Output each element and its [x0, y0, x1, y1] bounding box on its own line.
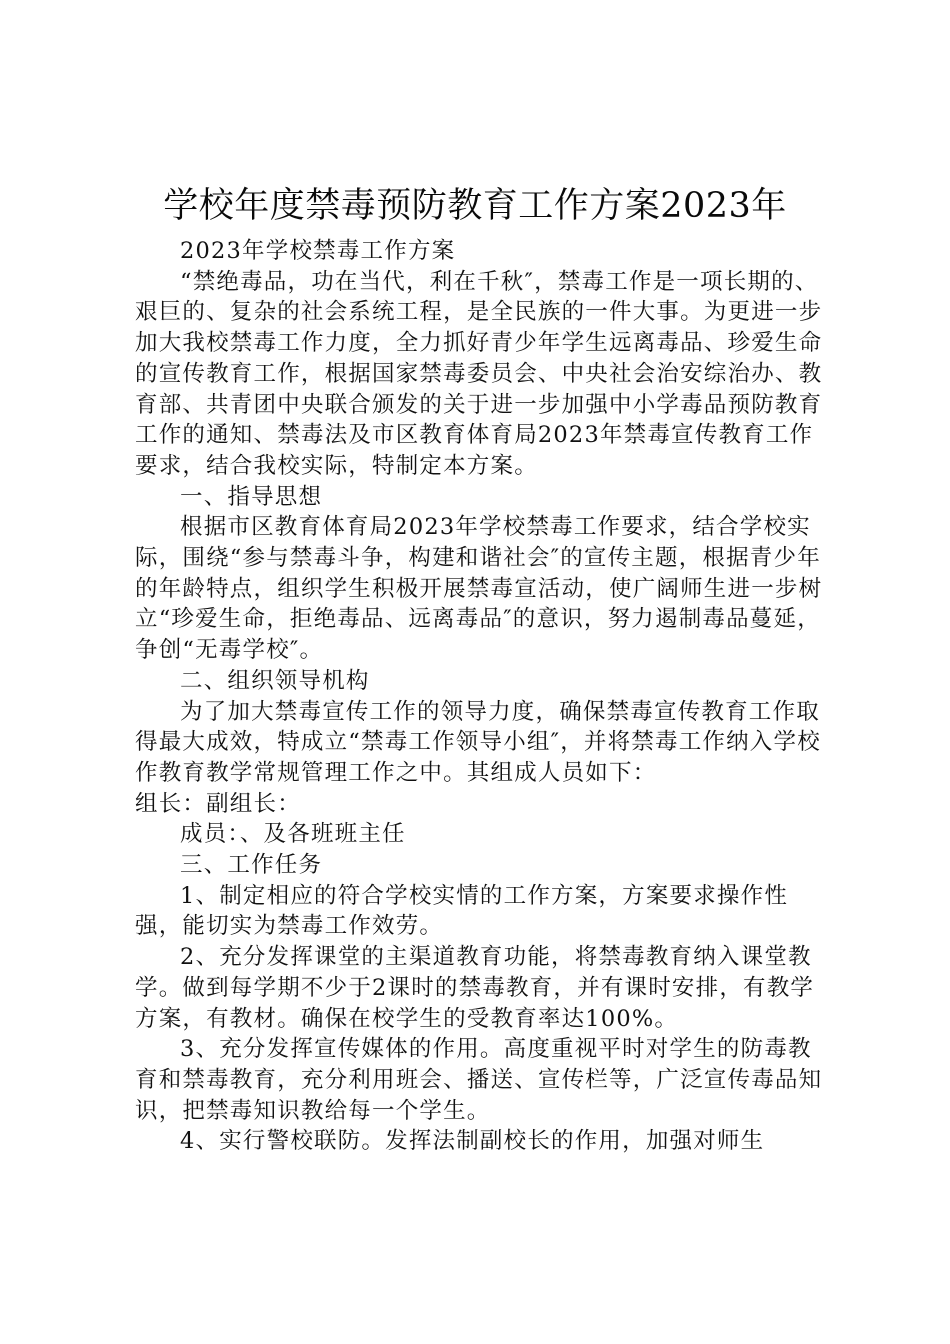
task-item-4: 4、实行警校联防。发挥法制副校长的作用，加强对师生 — [180, 1128, 765, 1155]
section-heading-tasks: 三、工作任务 — [180, 852, 323, 879]
section-heading-guiding-ideology: 一、指导思想 — [180, 483, 323, 510]
members-line: 成员：、及各班班主任 — [180, 821, 406, 848]
task-item-2: 2、充分发挥课堂的主渠道教育功能，将禁毒教育纳入课堂教学。做到每学期不少于2课时的禁毒教育，并有课时安排，有教学方案，有教材。确保在校学生的受教育率达100%。 — [135, 944, 815, 1032]
subtitle-paragraph: 2023年学校禁毒工作方案 — [180, 238, 456, 264]
organization-paragraph: 为了加大禁毒宣传工作的领导力度，确保禁毒宣传教育工作取得最大成效，特成立“禁毒工作领导小组″，并将禁毒工作纳入学校作教育教学常规管理工作之中。其组成人员如下： — [135, 698, 821, 786]
intro-paragraph: “禁绝毒品，功在当代，利在千秋″，禁毒工作是一项长期的、艰巨的、复杂的社会系统工程，是全民族的一件大事。为更进一步加大我校禁毒工作力度，全力抓好青少年学生远离毒品、珍爱生命的宣传教育工作，根据国家禁毒委员会、中央社会治安综治办、教育部、共青团中央联合颁发的关于进一步加强中小学毒品预防教育工作的通知、禁毒法及市区教育体育局2023年禁毒宣传教育工作要求，结合我校实际，特制定本方案。 — [135, 268, 823, 479]
leader-line: 组长：副组长： — [135, 790, 301, 817]
document-body — [135, 236, 835, 1157]
task-item-3: 3、充分发挥宣传媒体的作用。高度重视平时对学生的防毒教育和禁毒教育，充分利用班会、播送、宣传栏等，广泛宣传毒品知识，把禁毒知识教给每一个学生。 — [135, 1036, 823, 1124]
section-heading-organization: 二、组织领导机构 — [180, 667, 370, 694]
task-item-1: 1、制定相应的符合学校实情的工作方案，方案要求操作性强，能切实为禁毒工作效劳。 — [135, 882, 789, 940]
guiding-ideology-paragraph: 根据市区教育体育局2023年学校禁毒工作要求，结合学校实际，围绕“参与禁毒斗争，构建和谐社会″的宣传主题，根据青少年的年龄特点，组织学生积极开展禁毒宣活动，使广阔师生进一步树立“珍爱生命，拒绝毒品、远离毒品″的意识，努力遏制毒品蔓延，争创“无毒学校″。 — [135, 514, 823, 664]
document-title: 学校年度禁毒预防教育工作方案2023年 — [163, 186, 787, 226]
